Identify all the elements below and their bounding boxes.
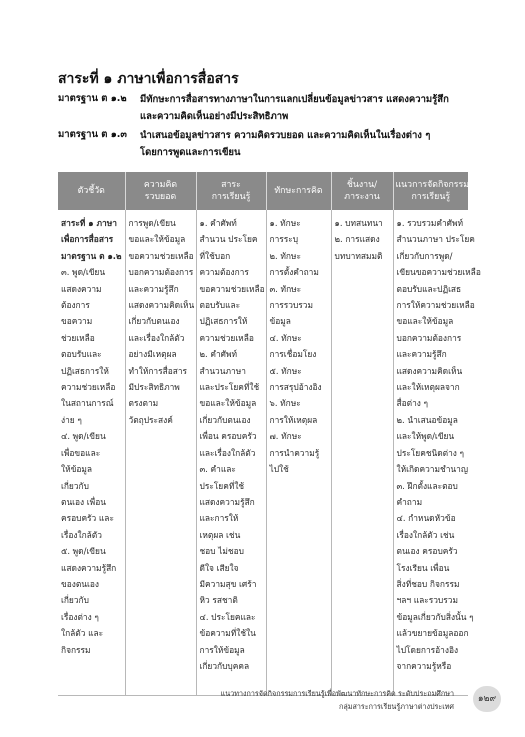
cell-line: ปฏิเสธการให้: [61, 365, 109, 376]
cell-line: สาระที่ ๑ ภาษา: [61, 218, 117, 228]
cell-line: แสดงความรู้สึก: [199, 496, 255, 507]
cell-line: และให้เหตุผลจาก: [396, 382, 460, 393]
cell-line: การรวบรวม: [269, 300, 314, 311]
cell-line: มีประสิทธิภาพ: [128, 382, 180, 393]
cell-line: เกี่ยวกับตนเอง: [199, 414, 251, 425]
cell-line: ให้ข้อมูล: [61, 464, 93, 475]
cell-line: ๓. ฝึกตั้งและตอบ: [396, 480, 458, 491]
cell-line: ตอบรับและ: [61, 349, 102, 360]
standard-text-line: มีทักษะการสื่อสารทางภาษาในการแลกเปลี่ยนข้อมูลข่าวสาร แสดงความรู้สึก: [140, 94, 449, 105]
cell-line: กิจกรรม: [61, 644, 91, 655]
cell-line: ขอความ: [61, 316, 93, 327]
cell-line: ตนเอง เพื่อน: [61, 496, 106, 507]
cell-line: และความรู้สึก: [128, 283, 179, 294]
cell-activities: [393, 210, 481, 696]
cell-line: ที่ใช้บอก: [199, 250, 231, 261]
cell-line: และเรื่องใกล้ตัว: [128, 332, 185, 343]
strand-title: สาระที่ ๑ ภาษาเพื่อการสื่อสาร: [58, 71, 239, 87]
cell-line: ช่วยเหลือ: [61, 332, 95, 343]
cell-line: ไปโดยการอ้างอิง: [396, 644, 459, 655]
cell-line: ๑. ทักษะ: [269, 218, 301, 228]
cell-line: ในสถานการณ์: [61, 398, 114, 409]
cell-line: ๔. พูด/เขียน: [61, 431, 106, 442]
cell-line: และการให้: [199, 513, 239, 524]
cell-line: ของตนเอง: [61, 578, 99, 589]
cell-line: ความต้องการ: [199, 267, 249, 278]
cell-line: แล้วขยายข้อมูลออก: [396, 628, 469, 639]
cell-line: เกี่ยวกับบุคคล: [199, 660, 250, 671]
header-content: สาระ การเรียนรู้: [196, 172, 266, 210]
cell-line: มาตรฐาน ต ๑.๒: [61, 250, 122, 261]
cell-line: เพื่อขอและ: [61, 447, 101, 458]
cell-line: สำนวนภาษา ประโยค: [396, 234, 475, 245]
cell-line: และให้พูด/เขียน: [396, 431, 455, 442]
header-concept: ความคิด รวบยอด: [125, 172, 196, 210]
cell-line: ๔. ทักษะ: [269, 332, 302, 343]
cell-line: บอกความต้องการ: [396, 332, 462, 343]
cell-line: ๑. คำศัพท์: [199, 218, 237, 228]
cell-line: สิ่งที่ชอบ กิจกรรม: [396, 578, 460, 589]
cell-line: ประโยคที่ใช้: [199, 480, 245, 491]
learning-plan-table: [58, 172, 481, 696]
cell-line: ๑. รวบรวมคำศัพท์: [396, 218, 464, 228]
table-header-row: [58, 172, 468, 210]
cell-concept: [125, 210, 196, 696]
cell-line: ๒. นำเสนอข้อมูล: [396, 414, 458, 425]
header-tasks: ชิ้นงาน/ ภาระงาน: [331, 172, 393, 210]
cell-line: ประโยคชนิดต่าง ๆ: [396, 447, 465, 458]
footer-book-title: แนวทางการจัดกิจกรรมการเรียนรู้เพื่อพัฒนาทักษะการคิด ระดับประถมศึกษา: [220, 689, 454, 698]
page-number: ๑๒๙: [473, 686, 501, 712]
cell-line: เขียนขอความช่วยเหลือ: [396, 267, 481, 278]
cell-content: [196, 210, 266, 696]
cell-line: ตอบรับและ: [199, 300, 241, 311]
cell-line: ๑. บทสนทนา: [334, 218, 383, 228]
cell-line: ๓. พูด/เขียน: [61, 267, 106, 278]
cell-line: ความช่วยเหลือ: [61, 382, 116, 393]
cell-line: บทบาทสมมติ: [334, 250, 383, 261]
cell-line: ๕. พูด/เขียน: [61, 546, 106, 557]
cell-line: และเรื่องใกล้ตัว: [199, 447, 256, 458]
cell-line: สำนวน ประโยค: [199, 234, 258, 245]
cell-line: ขอความช่วยเหลือ: [199, 283, 265, 294]
cell-line: ๗. ทักษะ: [269, 431, 302, 442]
header-thinking-skills: ทักษะการคิด: [266, 172, 331, 210]
header-indicators: ตัวชี้วัด: [58, 172, 125, 210]
cell-line: ง่าย ๆ: [61, 414, 82, 425]
cell-line: ทำให้การสื่อสาร: [128, 365, 188, 376]
cell-line: การพูด/เขียน: [128, 218, 176, 228]
cell-line: ๒. คำศัพท์: [199, 349, 238, 360]
cell-tasks: [331, 210, 393, 696]
cell-line: การนำความรู้: [269, 447, 320, 458]
cell-line: การสรุปอ้างอิง: [269, 382, 322, 393]
cell-line: ปฏิเสธการให้: [199, 316, 248, 327]
cell-thinking-skills: [266, 210, 331, 696]
cell-line: ขอความช่วยเหลือ: [128, 250, 194, 261]
standard-text-line: และความคิดเห็นอย่างมีประสิทธิภาพ: [140, 111, 289, 122]
cell-line: ๓. คำและ: [199, 464, 236, 475]
cell-line: แสดงความคิดเห็น: [128, 300, 195, 311]
cell-line: ครอบครัว และ: [61, 513, 114, 524]
cell-line: ข้อมูล: [269, 316, 291, 327]
cell-line: เรื่องต่าง ๆ: [61, 611, 99, 622]
cell-indicators: [58, 210, 125, 696]
cell-line: เกี่ยวกับตนเอง: [128, 316, 180, 327]
cell-line: ใกล้ตัว และ: [61, 628, 104, 639]
cell-line: ชอบ ไม่ชอบ: [199, 546, 244, 557]
cell-line: ๒. การแสดง: [334, 234, 380, 245]
cell-line: ๔. ประโยคและ: [199, 611, 256, 622]
cell-line: เพื่อน ครอบครัว: [199, 431, 257, 442]
cell-line: บอกความต้องการ: [128, 267, 194, 278]
cell-line: ไปใช้: [269, 464, 289, 475]
standard-code: มาตรฐาน ต ๑.๒: [58, 93, 127, 104]
cell-line: วัตถุประสงค์: [128, 414, 173, 425]
header-activities: แนวการจัดกิจกรรม การเรียนรู้: [393, 172, 468, 210]
cell-line: สำนวนภาษา: [199, 365, 246, 376]
cell-line: เกี่ยวกับ: [61, 595, 89, 606]
cell-line: และประโยคที่ใช้: [199, 382, 260, 393]
cell-line: เหตุผล เช่น: [199, 529, 241, 540]
cell-line: โรงเรียน เพื่อน: [396, 562, 450, 573]
cell-line: ขอและให้ข้อมูล: [396, 316, 454, 327]
cell-line: การให้ข้อมูล: [199, 644, 245, 655]
cell-line: สื่อต่าง ๆ: [396, 398, 429, 409]
cell-line: การให้ความช่วยเหลือ: [396, 300, 475, 311]
cell-line: การให้เหตุผล: [269, 414, 318, 425]
cell-line: ขอและให้ข้อมูล: [199, 398, 257, 409]
cell-line: ๔. กำหนดหัวข้อ: [396, 513, 456, 524]
cell-line: เรื่องใกล้ตัว: [61, 529, 102, 540]
footer-subject-group: กลุ่มสาระการเรียนรู้ภาษาต่างประเทศ: [339, 702, 454, 711]
cell-line: ข้อมูลเกี่ยวกับสิ่งนั้น ๆ: [396, 611, 474, 622]
cell-line: ต้องการ: [61, 300, 90, 311]
cell-line: มีความสุข เศร้า: [199, 578, 257, 589]
cell-line: ฯลฯ และรวบรวม: [396, 595, 458, 606]
standard-code: มาตรฐาน ต ๑.๓: [58, 129, 127, 140]
cell-line: คำถาม: [396, 496, 423, 507]
cell-line: ๖. ทักษะ: [269, 398, 301, 409]
standard-text-line: นำเสนอข้อมูลข่าวสาร ความคิดรวบยอด และความคิดเห็นในเรื่องต่าง ๆ: [140, 130, 431, 141]
cell-line: การตั้งคำถาม: [269, 267, 319, 278]
cell-line: แสดงความ: [61, 283, 102, 294]
cell-line: ๓. ทักษะ: [269, 283, 302, 294]
cell-line: เรื่องใกล้ตัว เช่น: [396, 529, 455, 540]
cell-line: ให้เกิดความชำนาญ: [396, 464, 468, 475]
cell-line: ขอและให้ข้อมูล: [128, 234, 186, 245]
cell-line: และความรู้สึก: [396, 349, 447, 360]
table-row: [58, 210, 468, 696]
cell-line: เกี่ยวกับการพูด/: [396, 250, 453, 261]
cell-line: อย่างมีเหตุผล: [128, 349, 177, 360]
cell-line: ความช่วยเหลือ: [199, 332, 254, 343]
standard-text: [140, 127, 525, 161]
cell-line: ข้อความที่ใช้ใน: [199, 628, 256, 639]
cell-line: การระบุ: [269, 234, 299, 245]
cell-line: หิว รสชาติ: [199, 595, 238, 606]
cell-line: การเชื่อมโยง: [269, 349, 317, 360]
cell-line: ตรงตาม: [128, 398, 159, 409]
cell-line: จากความรู้หรือ: [396, 660, 452, 671]
cell-line: ตอบรับและปฏิเสธ: [396, 283, 462, 294]
cell-line: ตนเอง ครอบครัว: [396, 546, 458, 557]
standard-text-line: โดยการพูดและการเขียน: [140, 147, 241, 158]
cell-line: แสดงความรู้สึก: [61, 562, 117, 573]
cell-line: ๒. ทักษะ: [269, 250, 301, 261]
cell-line: ๕. ทักษะ: [269, 365, 302, 376]
standard-text: [140, 91, 525, 125]
cell-line: เพื่อการสื่อสาร: [61, 234, 114, 245]
cell-line: แสดงความคิดเห็น: [396, 365, 463, 376]
cell-line: ดีใจ เสียใจ: [199, 562, 239, 573]
cell-line: เกี่ยวกับ: [61, 480, 89, 491]
